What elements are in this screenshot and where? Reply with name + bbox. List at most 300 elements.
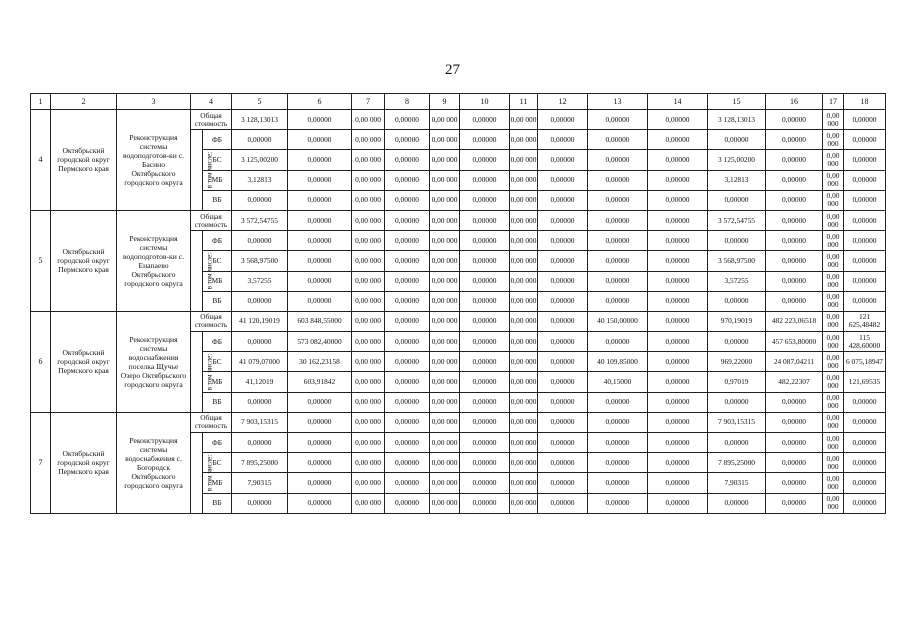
value-cell: 0,00000 xyxy=(385,352,430,372)
value-cell: 0,00 000 xyxy=(430,352,460,372)
value-cell: 3 125,00200 xyxy=(708,150,766,170)
value-cell: 0,00000 xyxy=(648,372,708,392)
value-cell: 0,00000 xyxy=(288,473,352,493)
value-cell: 0,00 000 xyxy=(352,412,385,432)
value-cell: 0,00 000 xyxy=(510,190,538,210)
value-cell: 969,22000 xyxy=(708,352,766,372)
value-cell: 7 895,25000 xyxy=(708,453,766,473)
value-cell: 0,00000 xyxy=(708,190,766,210)
value-cell: 0,00000 xyxy=(538,251,588,271)
value-cell: 0,00 000 xyxy=(823,433,844,453)
value-cell: 0,00 000 xyxy=(510,473,538,493)
value-cell: 0,00 000 xyxy=(823,473,844,493)
value-cell: 0,00000 xyxy=(385,110,430,130)
value-cell: 0,00000 xyxy=(844,433,886,453)
value-cell: 0,00000 xyxy=(538,453,588,473)
value-cell: 0,00 000 xyxy=(352,453,385,473)
value-cell: 0,00 000 xyxy=(430,412,460,432)
column-header: 10 xyxy=(460,94,510,110)
value-cell: 3 128,13013 xyxy=(708,110,766,130)
value-cell: 0,00000 xyxy=(844,493,886,513)
value-cell: 0,00000 xyxy=(460,453,510,473)
value-cell: 0,00000 xyxy=(460,352,510,372)
value-cell: 3,57255 xyxy=(232,271,288,291)
value-cell: 0,00000 xyxy=(844,291,886,311)
value-cell: 0,00000 xyxy=(288,110,352,130)
value-cell: 3 128,13013 xyxy=(232,110,288,130)
value-cell: 0,00000 xyxy=(288,190,352,210)
cost-type-cell: Общая стоимость xyxy=(191,311,232,331)
value-cell: 41 079,07000 xyxy=(232,352,288,372)
value-cell: 482 223,06518 xyxy=(766,311,823,331)
value-cell: 0,00000 xyxy=(385,392,430,412)
budget-table xyxy=(30,93,886,514)
value-cell: 0,00 000 xyxy=(823,412,844,432)
object-cell: Реконструкция системы водоснабжения с. Богородск Октябрьского городского округа xyxy=(117,412,191,513)
value-cell: 115 428,60000 xyxy=(844,332,886,352)
value-cell: 0,00000 xyxy=(385,150,430,170)
value-cell: 0,00000 xyxy=(708,332,766,352)
value-cell: 3,12813 xyxy=(708,170,766,190)
value-cell: 0,00000 xyxy=(460,251,510,271)
value-cell: 0,00 000 xyxy=(510,311,538,331)
value-cell: 0,00 000 xyxy=(352,433,385,453)
value-cell: 0,00000 xyxy=(460,291,510,311)
value-cell: 0,00000 xyxy=(766,210,823,230)
funding-source-cell: МБ xyxy=(203,473,232,493)
value-cell: 482,22307 xyxy=(766,372,823,392)
value-cell: 0,00 000 xyxy=(823,150,844,170)
column-header: 12 xyxy=(538,94,588,110)
value-cell: 970,19019 xyxy=(708,311,766,331)
funding-source-cell: МБ xyxy=(203,372,232,392)
value-cell: 0,00 000 xyxy=(823,453,844,473)
value-cell: 0,00 000 xyxy=(430,271,460,291)
object-cell: Реконструкция системы водоподготов-ки с. Енапаево Октябрьского городского округа xyxy=(117,210,191,311)
value-cell: 0,00000 xyxy=(844,210,886,230)
value-cell: 0,00000 xyxy=(766,453,823,473)
value-cell: 0,00000 xyxy=(538,332,588,352)
value-cell: 0,00000 xyxy=(538,433,588,453)
row-number-cell: 4 xyxy=(31,110,51,211)
funding-source-cell: МБ xyxy=(203,170,232,190)
value-cell: 0,00000 xyxy=(538,271,588,291)
value-cell: 40 150,00000 xyxy=(588,311,648,331)
value-cell: 0,00000 xyxy=(708,392,766,412)
column-header: 17 xyxy=(823,94,844,110)
value-cell: 0,00000 xyxy=(588,251,648,271)
column-header: 7 xyxy=(352,94,385,110)
value-cell: 0,00 000 xyxy=(352,110,385,130)
value-cell: 7,90315 xyxy=(708,473,766,493)
value-cell: 0,00000 xyxy=(766,190,823,210)
value-cell: 0,00000 xyxy=(232,493,288,513)
value-cell: 0,00000 xyxy=(385,210,430,230)
value-cell: 0,00000 xyxy=(232,231,288,251)
value-cell: 24 087,04211 xyxy=(766,352,823,372)
value-cell: 0,00000 xyxy=(385,493,430,513)
value-cell: 0,00000 xyxy=(288,433,352,453)
value-cell: 0,00 000 xyxy=(823,190,844,210)
value-cell: 0,00000 xyxy=(766,150,823,170)
value-cell: 0,00000 xyxy=(385,412,430,432)
value-cell: 0,00000 xyxy=(766,170,823,190)
value-cell: 0,00000 xyxy=(766,392,823,412)
value-cell: 0,00000 xyxy=(288,231,352,251)
value-cell: 0,00000 xyxy=(385,130,430,150)
value-cell: 0,00000 xyxy=(648,453,708,473)
value-cell: 0,00000 xyxy=(232,433,288,453)
value-cell: 0,00000 xyxy=(766,271,823,291)
value-cell: 0,00 000 xyxy=(430,190,460,210)
column-header: 15 xyxy=(708,94,766,110)
value-cell: 0,97019 xyxy=(708,372,766,392)
table-row xyxy=(31,311,886,331)
value-cell: 0,00000 xyxy=(766,231,823,251)
value-cell: 0,00 000 xyxy=(352,473,385,493)
funding-source-cell: БС xyxy=(203,453,232,473)
value-cell: 3 568,97500 xyxy=(232,251,288,271)
column-header: 6 xyxy=(288,94,352,110)
value-cell: 0,00000 xyxy=(648,433,708,453)
vertical-label: в том числе: xyxy=(205,252,214,290)
column-header: 14 xyxy=(648,94,708,110)
value-cell: 0,00000 xyxy=(385,190,430,210)
value-cell: 0,00000 xyxy=(648,311,708,331)
value-cell: 0,00000 xyxy=(460,473,510,493)
value-cell: 0,00 000 xyxy=(510,291,538,311)
value-cell: 3 568,97500 xyxy=(708,251,766,271)
value-cell: 0,00000 xyxy=(460,271,510,291)
value-cell: 0,00 000 xyxy=(430,311,460,331)
value-cell: 0,00000 xyxy=(460,231,510,251)
value-cell: 0,00 000 xyxy=(430,372,460,392)
column-header: 16 xyxy=(766,94,823,110)
column-header: 1 xyxy=(31,94,51,110)
value-cell: 0,00000 xyxy=(588,433,648,453)
municipality-cell: Октябрьский городской округ Пермского края xyxy=(51,210,117,311)
value-cell: 0,00000 xyxy=(766,473,823,493)
vertical-label: в том числе: xyxy=(205,353,214,391)
value-cell: 0,00000 xyxy=(538,392,588,412)
funding-source-cell: ФБ xyxy=(203,332,232,352)
value-cell: 0,00000 xyxy=(844,412,886,432)
value-cell: 0,00000 xyxy=(648,210,708,230)
value-cell: 0,00000 xyxy=(460,190,510,210)
value-cell: 0,00 000 xyxy=(823,291,844,311)
value-cell: 0,00000 xyxy=(538,170,588,190)
value-cell: 0,00000 xyxy=(588,332,648,352)
value-cell: 3 572,54755 xyxy=(232,210,288,230)
value-cell: 573 082,40000 xyxy=(288,332,352,352)
funding-source-cell: ВБ xyxy=(203,291,232,311)
cost-type-cell: Общая стоимость xyxy=(191,412,232,432)
table-row xyxy=(31,110,886,130)
value-cell: 0,00000 xyxy=(588,170,648,190)
vertical-label: в том числе: xyxy=(205,454,214,492)
value-cell: 0,00 000 xyxy=(352,231,385,251)
value-cell: 0,00 000 xyxy=(352,311,385,331)
value-cell: 0,00 000 xyxy=(823,493,844,513)
funding-source-cell: ФБ xyxy=(203,433,232,453)
funding-source-cell: МБ xyxy=(203,271,232,291)
value-cell: 0,00000 xyxy=(385,251,430,271)
value-cell: 0,00000 xyxy=(460,392,510,412)
value-cell: 0,00000 xyxy=(844,231,886,251)
value-cell: 0,00000 xyxy=(648,352,708,372)
value-cell: 0,00 000 xyxy=(510,210,538,230)
value-cell: 40,15000 xyxy=(588,372,648,392)
value-cell: 0,00000 xyxy=(766,291,823,311)
value-cell: 0,00000 xyxy=(288,291,352,311)
value-cell: 0,00000 xyxy=(766,493,823,513)
value-cell: 0,00 000 xyxy=(823,352,844,372)
value-cell: 0,00000 xyxy=(460,372,510,392)
column-header: 5 xyxy=(232,94,288,110)
value-cell: 0,00000 xyxy=(766,412,823,432)
value-cell: 0,00000 xyxy=(460,311,510,331)
value-cell: 0,00000 xyxy=(460,493,510,513)
value-cell: 0,00000 xyxy=(588,150,648,170)
header-row xyxy=(31,94,886,110)
value-cell: 3 572,54755 xyxy=(708,210,766,230)
value-cell: 0,00 000 xyxy=(510,372,538,392)
value-cell: 0,00 000 xyxy=(823,372,844,392)
value-cell: 0,00000 xyxy=(538,352,588,372)
value-cell: 0,00000 xyxy=(844,170,886,190)
value-cell: 0,00000 xyxy=(288,210,352,230)
value-cell: 0,00000 xyxy=(588,231,648,251)
column-header: 18 xyxy=(844,94,886,110)
value-cell: 0,00 000 xyxy=(510,332,538,352)
value-cell: 0,00 000 xyxy=(430,453,460,473)
value-cell: 0,00000 xyxy=(385,372,430,392)
value-cell: 0,00 000 xyxy=(430,433,460,453)
value-cell: 0,00000 xyxy=(460,110,510,130)
column-header: 9 xyxy=(430,94,460,110)
value-cell: 0,00 000 xyxy=(823,170,844,190)
value-cell: 0,00 000 xyxy=(430,251,460,271)
value-cell: 0,00 000 xyxy=(430,150,460,170)
value-cell: 0,00000 xyxy=(648,291,708,311)
value-cell: 0,00000 xyxy=(232,190,288,210)
value-cell: 0,00 000 xyxy=(823,110,844,130)
value-cell: 0,00000 xyxy=(844,110,886,130)
value-cell: 0,00000 xyxy=(648,473,708,493)
value-cell: 0,00 000 xyxy=(352,251,385,271)
value-cell: 0,00000 xyxy=(385,291,430,311)
row-number-cell: 5 xyxy=(31,210,51,311)
value-cell: 0,00000 xyxy=(844,473,886,493)
value-cell: 0,00 000 xyxy=(823,332,844,352)
value-cell: 603,91842 xyxy=(288,372,352,392)
value-cell: 0,00 000 xyxy=(352,291,385,311)
value-cell: 0,00000 xyxy=(288,453,352,473)
value-cell: 0,00 000 xyxy=(430,110,460,130)
value-cell: 0,00 000 xyxy=(430,493,460,513)
value-cell: 0,00000 xyxy=(460,170,510,190)
value-cell: 0,00 000 xyxy=(430,291,460,311)
value-cell: 0,00000 xyxy=(288,493,352,513)
value-cell: 0,00000 xyxy=(648,332,708,352)
column-header: 4 xyxy=(191,94,232,110)
value-cell: 121,69535 xyxy=(844,372,886,392)
value-cell: 0,00000 xyxy=(385,433,430,453)
value-cell: 0,00 000 xyxy=(510,392,538,412)
value-cell: 0,00000 xyxy=(708,130,766,150)
value-cell: 3 125,00200 xyxy=(232,150,288,170)
value-cell: 457 653,80000 xyxy=(766,332,823,352)
value-cell: 0,00000 xyxy=(288,412,352,432)
value-cell: 0,00000 xyxy=(588,110,648,130)
value-cell: 0,00000 xyxy=(588,130,648,150)
value-cell: 0,00000 xyxy=(844,150,886,170)
value-cell: 0,00000 xyxy=(460,412,510,432)
value-cell: 0,00000 xyxy=(648,110,708,130)
value-cell: 0,00 000 xyxy=(510,433,538,453)
value-cell: 0,00000 xyxy=(648,150,708,170)
value-cell: 0,00000 xyxy=(708,231,766,251)
value-cell: 0,00000 xyxy=(588,493,648,513)
value-cell: 0,00 000 xyxy=(510,130,538,150)
value-cell: 0,00 000 xyxy=(510,110,538,130)
value-cell: 0,00000 xyxy=(538,190,588,210)
value-cell: 0,00 000 xyxy=(823,231,844,251)
value-cell: 0,00000 xyxy=(232,291,288,311)
value-cell: 0,00 000 xyxy=(510,231,538,251)
value-cell: 0,00000 xyxy=(232,392,288,412)
value-cell: 0,00000 xyxy=(385,311,430,331)
vertical-label-cell xyxy=(191,332,214,413)
value-cell: 0,00000 xyxy=(708,433,766,453)
value-cell: 7 903,15315 xyxy=(232,412,288,432)
value-cell: 0,00000 xyxy=(844,271,886,291)
value-cell: 0,00000 xyxy=(588,190,648,210)
funding-source-cell: ФБ xyxy=(203,231,232,251)
value-cell: 0,00 000 xyxy=(352,150,385,170)
value-cell: 0,00000 xyxy=(648,412,708,432)
value-cell: 0,00000 xyxy=(385,170,430,190)
value-cell: 0,00 000 xyxy=(352,170,385,190)
value-cell: 0,00000 xyxy=(288,150,352,170)
table-body xyxy=(31,110,886,514)
funding-source-cell: ФБ xyxy=(203,130,232,150)
value-cell: 0,00000 xyxy=(844,130,886,150)
value-cell: 0,00000 xyxy=(538,311,588,331)
value-cell: 0,00000 xyxy=(648,190,708,210)
value-cell: 3,12813 xyxy=(232,170,288,190)
value-cell: 121 625,48482 xyxy=(844,311,886,331)
value-cell: 0,00000 xyxy=(766,251,823,271)
value-cell: 0,00 000 xyxy=(510,412,538,432)
value-cell: 7 903,15315 xyxy=(708,412,766,432)
value-cell: 0,00 000 xyxy=(510,352,538,372)
value-cell: 0,00 000 xyxy=(510,271,538,291)
object-cell: Реконструкция системы водоподготов-ки с. Басино Октябрьского городского округа xyxy=(117,110,191,211)
value-cell: 0,00000 xyxy=(385,231,430,251)
value-cell: 0,00000 xyxy=(460,150,510,170)
municipality-cell: Октябрьский городской округ Пермского края xyxy=(51,311,117,412)
value-cell: 0,00 000 xyxy=(510,150,538,170)
value-cell: 0,00000 xyxy=(538,372,588,392)
value-cell: 0,00 000 xyxy=(823,251,844,271)
value-cell: 0,00000 xyxy=(538,473,588,493)
object-cell: Реконструкция системы водоснабжения поселка Щучье Озеро Октябрьского городского округа xyxy=(117,311,191,412)
value-cell: 0,00 000 xyxy=(510,493,538,513)
value-cell: 0,00 000 xyxy=(352,392,385,412)
vertical-label-cell xyxy=(191,433,214,514)
value-cell: 0,00 000 xyxy=(352,352,385,372)
column-header: 8 xyxy=(385,94,430,110)
funding-source-cell: БС xyxy=(203,150,232,170)
value-cell: 3,57255 xyxy=(708,271,766,291)
value-cell: 0,00000 xyxy=(588,412,648,432)
row-number-cell: 7 xyxy=(31,412,51,513)
cost-type-cell: Общая стоимость xyxy=(191,210,232,230)
vertical-label-cell xyxy=(191,130,214,211)
table-row xyxy=(31,210,886,230)
value-cell: 0,00000 xyxy=(538,150,588,170)
page-number: 27 xyxy=(445,62,460,78)
value-cell: 0,00 000 xyxy=(510,453,538,473)
value-cell: 0,00000 xyxy=(538,291,588,311)
value-cell: 0,00 000 xyxy=(823,392,844,412)
value-cell: 0,00000 xyxy=(588,291,648,311)
funding-source-cell: БС xyxy=(203,251,232,271)
value-cell: 0,00 000 xyxy=(352,493,385,513)
value-cell: 0,00 000 xyxy=(430,210,460,230)
value-cell: 0,00000 xyxy=(844,251,886,271)
vertical-label: в том числе: xyxy=(205,151,214,189)
value-cell: 0,00 000 xyxy=(430,130,460,150)
value-cell: 0,00 000 xyxy=(352,372,385,392)
value-cell: 7,90315 xyxy=(232,473,288,493)
value-cell: 41 120,19019 xyxy=(232,311,288,331)
value-cell: 0,00 000 xyxy=(823,210,844,230)
value-cell: 0,00 000 xyxy=(823,130,844,150)
value-cell: 0,00000 xyxy=(766,433,823,453)
value-cell: 0,00000 xyxy=(588,271,648,291)
value-cell: 0,00000 xyxy=(385,473,430,493)
column-header: 2 xyxy=(51,94,117,110)
value-cell: 0,00000 xyxy=(538,110,588,130)
value-cell: 0,00000 xyxy=(648,251,708,271)
value-cell: 0,00000 xyxy=(538,231,588,251)
value-cell: 0,00000 xyxy=(538,210,588,230)
value-cell: 0,00000 xyxy=(648,231,708,251)
value-cell: 0,00 000 xyxy=(352,332,385,352)
value-cell: 0,00000 xyxy=(460,210,510,230)
value-cell: 0,00000 xyxy=(648,392,708,412)
value-cell: 0,00000 xyxy=(648,170,708,190)
value-cell: 0,00 000 xyxy=(352,190,385,210)
column-header: 11 xyxy=(510,94,538,110)
value-cell: 0,00000 xyxy=(385,453,430,473)
value-cell: 0,00000 xyxy=(538,412,588,432)
value-cell: 0,00000 xyxy=(288,251,352,271)
value-cell: 0,00000 xyxy=(538,493,588,513)
value-cell: 0,00 000 xyxy=(823,311,844,331)
column-header: 3 xyxy=(117,94,191,110)
value-cell: 0,00 000 xyxy=(430,231,460,251)
value-cell: 0,00000 xyxy=(766,130,823,150)
value-cell: 0,00 000 xyxy=(430,170,460,190)
value-cell: 0,00 000 xyxy=(352,130,385,150)
funding-source-cell: ВБ xyxy=(203,493,232,513)
value-cell: 0,00000 xyxy=(648,130,708,150)
cost-type-cell: Общая стоимость xyxy=(191,110,232,130)
funding-source-cell: БС xyxy=(203,352,232,372)
